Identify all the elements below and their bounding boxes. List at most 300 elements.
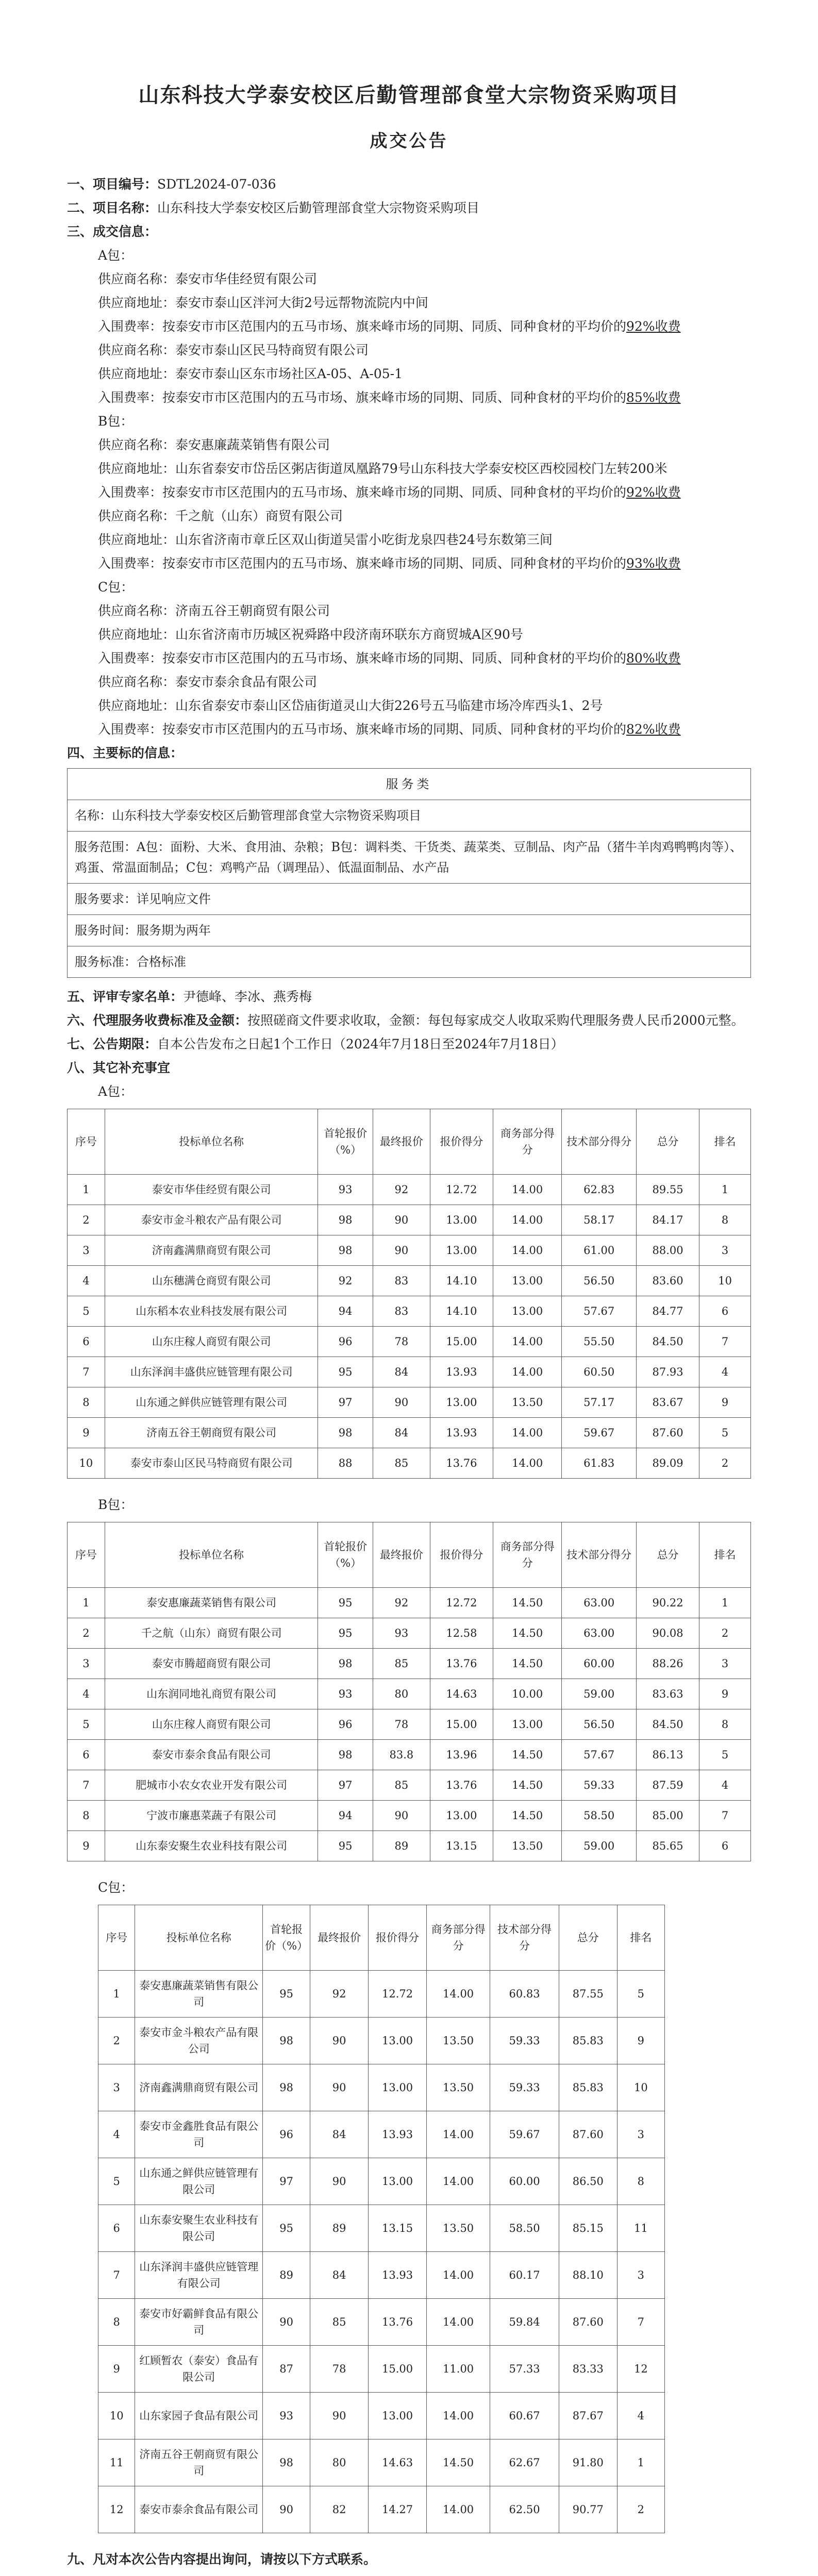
table-cell: 57.17 [562, 1387, 637, 1418]
table-row [68, 1649, 751, 1679]
table-cell: 60.00 [562, 1649, 637, 1679]
table-cell: 泰安市华佳经贸有限公司 [105, 1175, 318, 1205]
table-cell: 1 [699, 1175, 751, 1205]
table-cell: 83.8 [373, 1740, 430, 1770]
table-row [98, 2439, 665, 2486]
table-cell: 87.60 [559, 2111, 617, 2158]
document-title: 山东科技大学泰安校区后勤管理部食堂大宗物资采购项目 [138, 83, 680, 107]
table-cell: 90 [310, 2064, 369, 2111]
table-cell: 11 [98, 2439, 135, 2486]
table-cell: 84 [310, 2111, 369, 2158]
table-cell: 59.33 [490, 2064, 559, 2111]
pack-c-supplier-2 [67, 670, 751, 741]
table-cell: 14.00 [493, 1235, 562, 1266]
supplier-rate: 92%收费 [626, 319, 681, 334]
table-cell: 95 [318, 1357, 373, 1387]
table-cell: 86.50 [559, 2158, 617, 2205]
table-cell: 9 [68, 1831, 105, 1861]
table-cell: 2 [617, 2486, 664, 2533]
table-cell: 13.50 [426, 2205, 490, 2252]
table-cell: 60.00 [490, 2158, 559, 2205]
table-cell: 5 [699, 1740, 751, 1770]
table-row [68, 1387, 751, 1418]
table-cell: 山东泰安聚生农业科技有限公司 [105, 1831, 318, 1861]
table-row [68, 1679, 751, 1709]
table-cell: 15.00 [369, 2346, 427, 2393]
supplier-name-label: 供应商名称： [98, 674, 176, 689]
table-cell: 13.96 [430, 1740, 493, 1770]
table-cell: 6 [699, 1296, 751, 1327]
supplier-name: 泰安市泰余食品有限公司 [175, 674, 318, 689]
table-cell: 2 [699, 1618, 751, 1649]
table-cell: 93 [263, 2393, 310, 2439]
table-row [68, 1418, 751, 1448]
table-cell: 8 [699, 1205, 751, 1235]
table-cell: 14.50 [493, 1588, 562, 1618]
table-cell: 千之航（山东）商贸有限公司 [105, 1618, 318, 1649]
table-cell: 3 [68, 1235, 105, 1266]
supplier-rate-label: 入围费率： [98, 556, 163, 571]
table-cell: 88 [318, 1448, 373, 1479]
pack-a-supplier-1 [67, 267, 751, 338]
table-cell: 12.72 [430, 1175, 493, 1205]
table-cell: 12.72 [369, 1971, 427, 2018]
supplier-name-label: 供应商名称： [98, 603, 176, 618]
table-cell: 4 [699, 1357, 751, 1387]
table-cell: 14.00 [493, 1175, 562, 1205]
table-cell: 5 [68, 1709, 105, 1740]
table-cell: 3 [68, 1649, 105, 1679]
supplier-name: 千之航（山东）商贸有限公司 [175, 509, 343, 523]
supplier-rate-label: 入围费率： [98, 319, 163, 334]
table-cell: 83.60 [636, 1266, 699, 1296]
table-row [98, 2393, 665, 2439]
table-row [68, 1235, 751, 1266]
table-row [68, 1831, 751, 1861]
service-row: 服务要求：详见响应文件 [68, 884, 751, 915]
table-cell: 58.50 [490, 2205, 559, 2252]
table-cell: 87.60 [636, 1418, 699, 1448]
table-cell: 12 [98, 2486, 135, 2533]
supplier-rate-text: 按泰安市市区范围内的五马市场、旗来峰市场的同期、同质、同种食材的平均价的 [162, 722, 627, 737]
pack-b-label: B包： [98, 414, 133, 429]
table-cell: 98 [318, 1205, 373, 1235]
table-cell: 4 [699, 1770, 751, 1801]
table-cell: 57.33 [490, 2346, 559, 2393]
table-cell: 山东庄稼人商贸有限公司 [105, 1709, 318, 1740]
table-cell: 1 [98, 1971, 135, 2018]
table-cell: 14.10 [430, 1296, 493, 1327]
table-cell: 62.83 [562, 1175, 637, 1205]
other-matters-heading: 八、其它补充事宜 [67, 1060, 171, 1075]
table-row [68, 1296, 751, 1327]
table-cell: 14.00 [426, 2111, 490, 2158]
table-cell: 95 [263, 1971, 310, 2018]
table-cell: 98 [318, 1740, 373, 1770]
table-cell: 5 [98, 2158, 135, 2205]
table-cell: 63.00 [562, 1588, 637, 1618]
table-cell: 泰安市泰余食品有限公司 [135, 2486, 263, 2533]
table-cell: 14.50 [493, 1618, 562, 1649]
table-cell: 59.33 [490, 2018, 559, 2064]
col-header: 首轮报价（%） [318, 1522, 373, 1588]
supplier-address-label: 供应商地址： [98, 295, 176, 310]
table-cell: 98 [318, 1418, 373, 1448]
pack-a-label: A包： [98, 248, 133, 263]
pack-c-label: C包： [98, 580, 134, 595]
table-cell: 4 [617, 2393, 664, 2439]
notice-period-label: 七、公告期限： [67, 1037, 158, 1052]
table-cell: 3 [699, 1649, 751, 1679]
col-header: 总分 [636, 1522, 699, 1588]
table-cell: 泰安市金鑫胜食品有限公司 [135, 2111, 263, 2158]
col-header: 首轮报价（%） [318, 1109, 373, 1175]
table-cell: 山东庄稼人商贸有限公司 [105, 1327, 318, 1357]
table-cell: 济南鑫满鼎商贸有限公司 [135, 2064, 263, 2111]
col-header: 投标单位名称 [105, 1522, 318, 1588]
col-header: 总分 [559, 1905, 617, 1971]
supplier-rate-text: 按泰安市市区范围内的五马市场、旗来峰市场的同期、同质、同种食材的平均价的 [162, 319, 627, 334]
table-row [68, 1801, 751, 1831]
table-cell: 90 [373, 1801, 430, 1831]
table-row [98, 2205, 665, 2252]
supplier-address-label: 供应商地址： [98, 532, 176, 547]
table-cell: 90 [263, 2486, 310, 2533]
table-cell: 58.50 [562, 1801, 637, 1831]
table-cell: 93 [318, 1679, 373, 1709]
table-cell: 7 [699, 1801, 751, 1831]
table-cell: 93 [373, 1618, 430, 1649]
table-cell: 泰安市泰山区民马特商贸有限公司 [105, 1448, 318, 1479]
table-cell: 88.00 [636, 1235, 699, 1266]
table-cell: 5 [617, 1971, 664, 2018]
table-cell: 泰安市金斗粮农产品有限公司 [105, 1205, 318, 1235]
table-cell: 10 [699, 1266, 751, 1296]
table-cell: 7 [98, 2252, 135, 2299]
table-cell: 济南五谷王朝商贸有限公司 [105, 1418, 318, 1448]
table-cell: 1 [68, 1588, 105, 1618]
table-row [98, 2111, 665, 2158]
table-cell: 56.50 [562, 1709, 637, 1740]
table-cell: 13.15 [369, 2205, 427, 2252]
table-cell: 91.80 [559, 2439, 617, 2486]
table-cell: 14.50 [493, 1740, 562, 1770]
table-cell: 3 [617, 2252, 664, 2299]
table-cell: 98 [318, 1235, 373, 1266]
supplier-address-label: 供应商地址： [98, 698, 176, 713]
table-cell: 87.55 [559, 1971, 617, 2018]
table-cell: 61.83 [562, 1448, 637, 1479]
table-cell: 泰安市金斗粮农产品有限公司 [135, 2018, 263, 2064]
table-cell: 8 [617, 2158, 664, 2205]
table-cell: 14.00 [493, 1448, 562, 1479]
table-cell: 13.76 [430, 1770, 493, 1801]
table-cell: 86.13 [636, 1740, 699, 1770]
table-cell: 98 [263, 2018, 310, 2064]
supplier-rate-label: 入围费率： [98, 390, 163, 405]
table-cell: 88.26 [636, 1649, 699, 1679]
project-number-label: 一、项目编号： [67, 177, 158, 192]
purchaser-contact-title [67, 2571, 751, 2576]
table-cell: 4 [98, 2111, 135, 2158]
expert-list-label: 五、评审专家名单： [67, 989, 183, 1004]
col-header: 序号 [68, 1522, 105, 1588]
supplier-rate-label: 入围费率： [98, 722, 163, 737]
table-cell: 2 [98, 2018, 135, 2064]
table-cell: 89.55 [636, 1175, 699, 1205]
table-cell: 13.00 [493, 1709, 562, 1740]
table-cell: 9 [699, 1679, 751, 1709]
col-header: 排名 [617, 1905, 664, 1971]
table-cell: 85 [373, 1448, 430, 1479]
table-cell: 山东润同地礼商贸有限公司 [105, 1679, 318, 1709]
table-cell: 90.77 [559, 2486, 617, 2533]
table-cell: 8 [68, 1801, 105, 1831]
table-cell: 泰安惠廉蔬菜销售有限公司 [135, 1971, 263, 2018]
table-cell: 58.17 [562, 1205, 637, 1235]
table-cell: 山东泽润丰盛供应链管理有限公司 [135, 2252, 263, 2299]
table-cell: 96 [318, 1327, 373, 1357]
table-cell: 78 [373, 1327, 430, 1357]
table-cell: 2 [68, 1618, 105, 1649]
purchaser-contact [67, 2571, 751, 2576]
table-cell: 8 [699, 1709, 751, 1740]
table-cell: 90 [310, 2158, 369, 2205]
table-cell: 60.83 [490, 1971, 559, 2018]
supplier-name: 济南五谷王朝商贸有限公司 [175, 603, 330, 618]
table-row [98, 2018, 665, 2064]
table-cell: 14.50 [426, 2439, 490, 2486]
col-header: 商务部分得分 [493, 1109, 562, 1175]
table-cell: 90.08 [636, 1618, 699, 1649]
table-cell: 红顾暂农（泰安）食品有限公司 [135, 2346, 263, 2393]
table-cell: 13.00 [369, 2158, 427, 2205]
table-cell: 89 [263, 2252, 310, 2299]
table-cell: 90 [310, 2018, 369, 2064]
table-cell: 92 [310, 1971, 369, 2018]
project-number [67, 173, 751, 196]
table-cell: 13.00 [369, 2393, 427, 2439]
table-cell: 98 [263, 2439, 310, 2486]
table-cell: 山东泽润丰盛供应链管理有限公司 [105, 1357, 318, 1387]
table-cell: 13.50 [426, 2018, 490, 2064]
table-b-label: B包： [98, 1497, 133, 1512]
award-info-heading: 三、成交信息： [67, 224, 158, 239]
col-header: 序号 [68, 1109, 105, 1175]
supplier-rate: 80%收费 [626, 651, 681, 666]
table-cell: 6 [68, 1740, 105, 1770]
supplier-address: 山东省泰安市岱岳区粥店街道凤凰路79号山东科技大学泰安校区西校园校门左转200米 [175, 461, 667, 476]
col-header: 技术部分得分 [490, 1905, 559, 1971]
table-cell: 84.50 [636, 1327, 699, 1357]
table-cell: 6 [98, 2205, 135, 2252]
supplier-rate-text: 按泰安市市区范围内的五马市场、旗来峰市场的同期、同质、同种食材的平均价的 [162, 390, 627, 405]
table-cell: 13.76 [430, 1649, 493, 1679]
project-name-value: 山东科技大学泰安校区后勤管理部食堂大宗物资采购项目 [157, 200, 480, 215]
table-row [98, 2346, 665, 2393]
table-cell: 63.00 [562, 1618, 637, 1649]
col-header: 最终报价 [373, 1522, 430, 1588]
supplier-rate: 92%收费 [626, 485, 681, 500]
table-cell: 3 [699, 1235, 751, 1266]
table-cell: 59.67 [490, 2111, 559, 2158]
table-cell: 59.00 [562, 1831, 637, 1861]
table-cell: 9 [699, 1387, 751, 1418]
table-cell: 山东通之鲜供应链管理有限公司 [105, 1387, 318, 1418]
supplier-address-label: 供应商地址： [98, 627, 176, 642]
table-a-label: A包： [98, 1084, 133, 1099]
table-cell: 92 [373, 1588, 430, 1618]
table-cell: 泰安市泰余食品有限公司 [105, 1740, 318, 1770]
table-cell: 84 [310, 2252, 369, 2299]
table-cell: 7 [699, 1327, 751, 1357]
table-cell: 13.50 [493, 1831, 562, 1861]
table-cell: 济南五谷王朝商贸有限公司 [135, 2439, 263, 2486]
score-table-pack-c [98, 1905, 665, 2533]
table-cell: 87.60 [559, 2299, 617, 2346]
table-cell: 14.00 [426, 2486, 490, 2533]
table-cell: 87.93 [636, 1357, 699, 1387]
table-cell: 87.59 [636, 1770, 699, 1801]
table-cell: 14.50 [493, 1649, 562, 1679]
table-cell: 97 [318, 1387, 373, 1418]
table-cell: 10 [617, 2064, 664, 2111]
supplier-address: 山东省济南市章丘区双山街道吴雷小吃街龙泉四巷24号东数第三间 [175, 532, 553, 547]
table-cell: 6 [699, 1831, 751, 1861]
table-cell: 14.00 [493, 1418, 562, 1448]
table-cell: 84.50 [636, 1709, 699, 1740]
table-cell: 泰安惠廉蔬菜销售有限公司 [105, 1588, 318, 1618]
table-cell: 80 [373, 1679, 430, 1709]
table-cell: 泰安市腾超商贸有限公司 [105, 1649, 318, 1679]
table-row [68, 1266, 751, 1296]
table-cell: 84 [373, 1357, 430, 1387]
supplier-name: 泰安市华佳经贸有限公司 [175, 272, 318, 286]
table-c-label: C包： [98, 1880, 134, 1895]
table-row [98, 2064, 665, 2111]
service-table-header: 服务类 [68, 769, 751, 800]
table-cell: 13.00 [430, 1205, 493, 1235]
supplier-rate-text: 按泰安市市区范围内的五马市场、旗来峰市场的同期、同质、同种食材的平均价的 [162, 651, 627, 666]
table-cell: 80 [310, 2439, 369, 2486]
table-cell: 13.50 [426, 2064, 490, 2111]
table-cell: 4 [68, 1266, 105, 1296]
table-row [68, 1709, 751, 1740]
table-cell: 12.72 [430, 1588, 493, 1618]
table-cell: 9 [617, 2018, 664, 2064]
project-number-value: SDTL2024-07-036 [157, 177, 276, 192]
service-info-table [67, 768, 751, 978]
table-cell: 13.93 [430, 1357, 493, 1387]
table-cell: 87 [263, 2346, 310, 2393]
table-cell: 55.50 [562, 1327, 637, 1357]
table-cell: 6 [68, 1327, 105, 1357]
table-cell: 14.00 [426, 2299, 490, 2346]
table-cell: 13.50 [493, 1387, 562, 1418]
table-cell: 59.00 [562, 1679, 637, 1709]
table-cell: 1 [68, 1175, 105, 1205]
table-cell: 宁波市廉惠菜蔬子有限公司 [105, 1801, 318, 1831]
table-cell: 14.00 [493, 1327, 562, 1357]
table-cell: 85.15 [559, 2205, 617, 2252]
supplier-rate: 82%收费 [626, 722, 681, 737]
agency-fee-value: 按照磋商文件要求收取，金额：每包每家成交人收取采购代理服务费人民币2000元整。 [247, 1013, 744, 1028]
table-cell: 98 [263, 2064, 310, 2111]
table-cell: 90 [310, 2393, 369, 2439]
table-cell: 7 [617, 2299, 664, 2346]
table-cell: 14.50 [493, 1770, 562, 1801]
supplier-address: 山东省泰安市泰山区岱庙街道灵山大街226号五马临建市场冷库西头1、2号 [175, 698, 603, 713]
table-cell: 88.10 [559, 2252, 617, 2299]
table-cell: 14.00 [493, 1205, 562, 1235]
table-cell: 93 [318, 1175, 373, 1205]
table-cell: 泰安市好霸鲜食品有限公司 [135, 2299, 263, 2346]
service-row: 服务标准：合格标准 [68, 946, 751, 978]
col-header: 排名 [699, 1522, 751, 1588]
table-cell: 83 [373, 1296, 430, 1327]
table-cell: 13.00 [430, 1387, 493, 1418]
supplier-rate-label: 入围费率： [98, 651, 163, 666]
table-cell: 85.83 [559, 2018, 617, 2064]
table-cell: 13.00 [369, 2064, 427, 2111]
table-cell: 山东穗满仓商贸有限公司 [105, 1266, 318, 1296]
table-cell: 山东家园子食品有限公司 [135, 2393, 263, 2439]
document-subtitle: 成交公告 [370, 131, 448, 151]
col-header: 商务部分得分 [493, 1522, 562, 1588]
table-row [68, 1740, 751, 1770]
table-cell: 14.63 [430, 1679, 493, 1709]
table-cell: 59.33 [562, 1770, 637, 1801]
table-cell: 肥城市小农女农业开发有限公司 [105, 1770, 318, 1801]
table-cell: 96 [318, 1709, 373, 1740]
col-header: 投标单位名称 [105, 1109, 318, 1175]
table-cell: 97 [318, 1770, 373, 1801]
col-header: 技术部分得分 [562, 1522, 637, 1588]
table-cell: 78 [310, 2346, 369, 2393]
table-cell: 4 [68, 1679, 105, 1709]
col-header: 排名 [699, 1109, 751, 1175]
agency-fee-label: 六、代理服务收费标准及金额： [67, 1013, 248, 1028]
table-cell: 94 [318, 1296, 373, 1327]
contact-heading: 九、凡对本次公告内容提出询问，请按以下方式联系。 [67, 2552, 377, 2567]
table-cell: 14.27 [369, 2486, 427, 2533]
main-subject-heading: 四、主要标的信息： [67, 745, 183, 760]
table-row [98, 2486, 665, 2533]
col-header: 最终报价 [310, 1905, 369, 1971]
table-cell: 13.15 [430, 1831, 493, 1861]
supplier-rate: 93%收费 [626, 556, 681, 571]
table-cell: 83 [373, 1266, 430, 1296]
table-cell: 85 [310, 2299, 369, 2346]
pack-b-supplier-1 [67, 433, 751, 504]
table-cell: 90 [263, 2299, 310, 2346]
table-cell: 13.00 [430, 1235, 493, 1266]
table-cell: 山东泰安聚生农业科技有限公司 [135, 2205, 263, 2252]
table-cell: 89 [373, 1831, 430, 1861]
supplier-name-label: 供应商名称： [98, 437, 176, 452]
supplier-name-label: 供应商名称： [98, 272, 176, 286]
expert-list [67, 985, 751, 1009]
table-row [98, 2299, 665, 2346]
service-row: 服务时间：服务期为两年 [68, 915, 751, 946]
table-cell: 78 [373, 1709, 430, 1740]
table-cell: 59.67 [562, 1418, 637, 1448]
table-cell: 3 [617, 2111, 664, 2158]
col-header: 技术部分得分 [562, 1109, 637, 1175]
supplier-address: 泰安市泰山区东市场社区A-05、A-05-1 [175, 366, 403, 381]
table-cell: 57.67 [562, 1740, 637, 1770]
pack-b-supplier-2 [67, 504, 751, 575]
